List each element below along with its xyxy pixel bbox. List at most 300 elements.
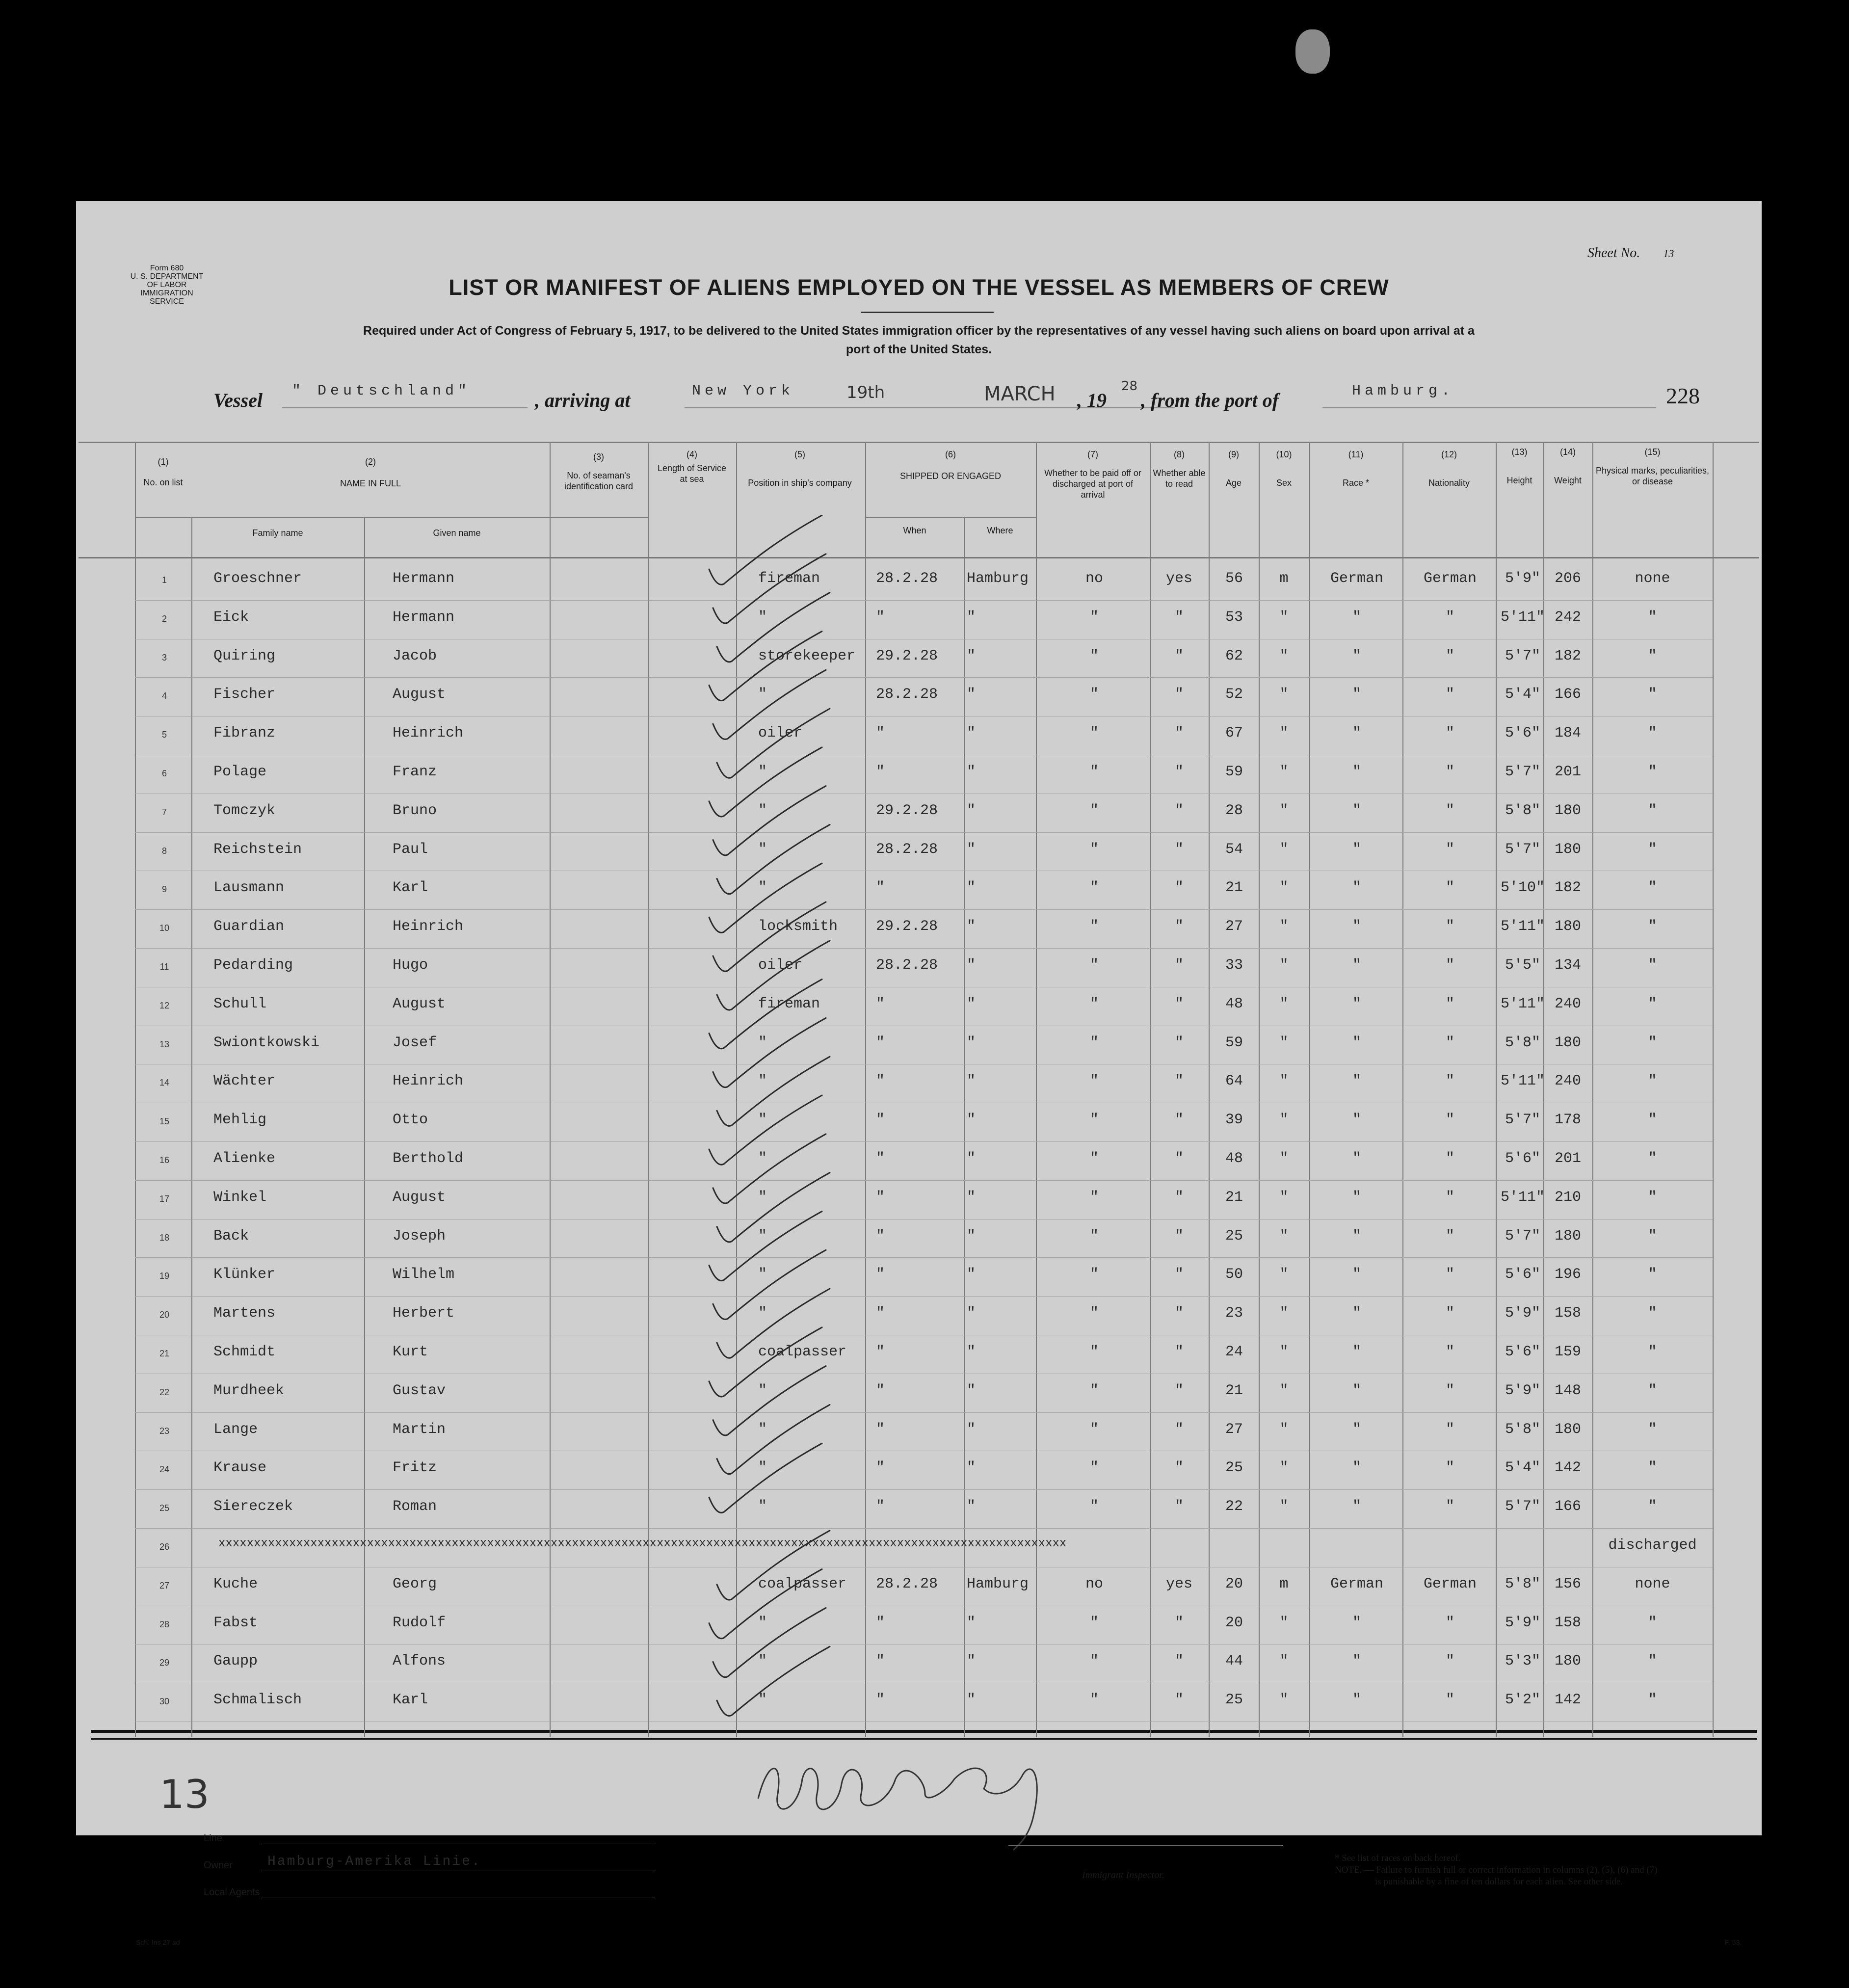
cell-marks: "	[1648, 1498, 1657, 1515]
cell-no: 10	[159, 923, 170, 933]
note-races: * See list of races on back hereof.	[1335, 1853, 1461, 1863]
cell-age: 21	[1225, 879, 1243, 897]
cell-marks: "	[1648, 1150, 1657, 1167]
cell-weight: 148	[1554, 1382, 1581, 1399]
cell-position: "	[758, 1498, 767, 1515]
cell-position: "	[758, 1266, 767, 1283]
cell-race: "	[1352, 1344, 1361, 1360]
cell-paid: "	[1089, 686, 1099, 703]
cell-marks: "	[1648, 609, 1657, 626]
cell-given: Joseph	[393, 1227, 446, 1245]
cell-height: 5'11"	[1500, 918, 1545, 935]
cell-no: 27	[159, 1580, 170, 1590]
agents-label: Local Agents	[204, 1887, 260, 1898]
col-14-header: (14) Weight	[1554, 447, 1582, 485]
cell-nat: "	[1445, 1227, 1454, 1245]
subtitle-line-2: port of the United States.	[845, 343, 992, 356]
cell-when: "	[876, 1305, 885, 1322]
cell-where: "	[967, 1150, 976, 1167]
cell-read: "	[1174, 725, 1184, 742]
cell-when: 29.2.28	[876, 802, 938, 819]
cell-nat: "	[1445, 1305, 1454, 1322]
printer-code: Sch. Ins 27 ad	[136, 1938, 180, 1946]
col-6a-header: When	[903, 526, 926, 535]
from-label: , from the port of	[1141, 389, 1279, 411]
cell-position: "	[758, 1459, 767, 1477]
cell-read: "	[1174, 1227, 1184, 1245]
check-mark	[717, 593, 830, 662]
cell-sex: m	[1279, 1575, 1289, 1592]
check-mark	[713, 1366, 826, 1435]
cell-when: "	[876, 609, 885, 626]
cell-age: 67	[1225, 725, 1243, 742]
cell-where: "	[967, 1498, 976, 1515]
cell-height: 5'6"	[1505, 1344, 1540, 1360]
check-mark	[713, 554, 826, 623]
cell-no: 11	[159, 962, 169, 972]
cell-height: 5'6"	[1505, 725, 1540, 742]
cell-nat: "	[1445, 1189, 1454, 1206]
cell-weight: 142	[1554, 1692, 1581, 1709]
cell-weight: 159	[1554, 1344, 1581, 1360]
cell-paid: "	[1089, 1266, 1099, 1283]
cell-no: 13	[159, 1039, 170, 1049]
cell-sex: "	[1279, 879, 1289, 897]
check-mark	[717, 709, 830, 778]
cell-given: Jacob	[393, 647, 437, 664]
cell-family: Fibranz	[213, 725, 276, 742]
cell-weight: 242	[1554, 609, 1581, 626]
cell-read: "	[1174, 764, 1184, 780]
cell-marks: "	[1648, 725, 1657, 742]
cell-race: "	[1352, 609, 1361, 626]
cell-nat: "	[1445, 1382, 1454, 1399]
check-mark	[713, 1608, 826, 1677]
cell-nat: "	[1445, 918, 1454, 935]
check-mark	[709, 515, 822, 584]
cell-position: oiler	[758, 725, 803, 742]
check-mark	[717, 1057, 830, 1126]
cell-where: "	[967, 1266, 976, 1283]
cell-nat: "	[1445, 609, 1454, 626]
col-2a-header: Family name	[252, 528, 303, 538]
cell-paid: "	[1089, 957, 1099, 974]
cell-paid: "	[1089, 1112, 1099, 1129]
cell-paid: "	[1089, 647, 1099, 664]
vessel-label: Vessel	[213, 389, 263, 411]
sheet-label: Sheet No.	[1587, 245, 1640, 261]
cell-read: yes	[1165, 570, 1192, 587]
cell-age: 25	[1225, 1227, 1243, 1245]
cell-height: 5'10"	[1500, 879, 1545, 897]
from-port: Hamburg.	[1352, 383, 1454, 399]
cell-age: 39	[1225, 1112, 1243, 1129]
cell-marks: "	[1648, 1266, 1657, 1283]
cell-given: Roman	[393, 1498, 437, 1515]
col-1-header: (1) No. on list	[143, 457, 183, 487]
cell-sex: "	[1279, 725, 1289, 742]
cell-no: 30	[159, 1696, 170, 1707]
cell-no: 1	[161, 575, 167, 585]
cell-age: 56	[1225, 570, 1243, 587]
line-row	[204, 1833, 1136, 1844]
owner-value: Hamburg-Amerika Linie.	[267, 1854, 481, 1869]
cell-family: Mehlig	[213, 1112, 267, 1129]
cell-race: "	[1352, 1034, 1361, 1051]
check-mark	[709, 1095, 822, 1165]
cell-read: "	[1174, 686, 1184, 703]
cell-height: 5'7"	[1505, 1112, 1540, 1129]
cell-marks: "	[1648, 879, 1657, 897]
cell-sex: "	[1279, 609, 1289, 626]
cell-nat: "	[1445, 686, 1454, 703]
cell-weight: 158	[1554, 1614, 1581, 1631]
year-prefix: , 19	[1077, 389, 1107, 411]
cell-height: 5'7"	[1505, 1227, 1540, 1245]
cell-given: Georg	[393, 1575, 437, 1592]
col-12-header: (12) Nationality	[1428, 450, 1470, 488]
check-mark	[713, 670, 826, 739]
cell-race: "	[1352, 1189, 1361, 1206]
cell-given: Karl	[393, 879, 428, 897]
cell-position: "	[758, 1653, 767, 1670]
cell-given: Heinrich	[393, 1073, 464, 1090]
cell-nat: "	[1445, 1692, 1454, 1709]
cell-given: Josef	[393, 1034, 437, 1051]
cell-read: "	[1174, 1498, 1184, 1515]
cell-position: "	[758, 1692, 767, 1709]
cell-family: Schull	[213, 995, 267, 1012]
cell-when: 28.2.28	[876, 841, 938, 858]
cell-given: August	[393, 1189, 446, 1206]
form-number: Form 680	[150, 264, 184, 272]
col-2b-header: Given name	[433, 528, 481, 538]
cell-nat: "	[1445, 1421, 1454, 1438]
cell-given: Hermann	[393, 609, 455, 626]
cell-sex: m	[1279, 570, 1289, 587]
cell-sex: "	[1279, 764, 1289, 780]
cell-nat: "	[1445, 1034, 1454, 1051]
check-mark	[713, 1018, 826, 1087]
cell-when: "	[876, 1459, 885, 1477]
cell-race: "	[1352, 686, 1361, 703]
cell-when: "	[876, 1692, 885, 1709]
cell-nat: "	[1445, 764, 1454, 780]
cell-age: 44	[1225, 1653, 1243, 1670]
cell-family: Fabst	[213, 1614, 258, 1631]
cell-where: "	[967, 609, 976, 626]
cell-race: "	[1352, 879, 1361, 897]
cell-race: "	[1352, 1073, 1361, 1090]
cell-paid: "	[1089, 1498, 1099, 1515]
cell-marks: "	[1648, 1692, 1657, 1709]
cell-sex: "	[1279, 1653, 1289, 1670]
cell-no: 6	[161, 769, 167, 778]
vessel-name: " Deutschland"	[292, 383, 471, 399]
cell-age: 59	[1225, 764, 1243, 780]
cell-read: "	[1174, 1653, 1184, 1670]
cell-family: Fischer	[213, 686, 276, 703]
cell-read: "	[1174, 1189, 1184, 1206]
cell-height: 5'3"	[1505, 1653, 1540, 1670]
cell-where: "	[967, 1421, 976, 1438]
cell-age: 50	[1225, 1266, 1243, 1283]
cell-no: 8	[161, 846, 167, 856]
cell-weight: 180	[1554, 918, 1581, 935]
cell-marks: none	[1635, 1575, 1670, 1592]
cell-height: 5'8"	[1505, 1034, 1540, 1051]
cell-age: 21	[1225, 1189, 1243, 1206]
cell-race: "	[1352, 1692, 1361, 1709]
cell-age: 22	[1225, 1498, 1243, 1515]
cell-when: 28.2.28	[876, 1575, 938, 1592]
cell-sex: "	[1279, 647, 1289, 664]
cell-sex: "	[1279, 1034, 1289, 1051]
cell-sex: "	[1279, 1189, 1289, 1206]
cell-marks: "	[1648, 1653, 1657, 1670]
cell-given: Herbert	[393, 1305, 455, 1322]
cell-given: Wilhelm	[393, 1266, 455, 1283]
cell-paid: "	[1089, 1073, 1099, 1090]
cell-where: "	[967, 1305, 976, 1322]
cell-where: "	[967, 802, 976, 819]
col-6-header: (6) SHIPPED OR ENGAGED	[899, 450, 1002, 481]
cell-nat: "	[1445, 995, 1454, 1012]
cell-weight: 206	[1554, 570, 1581, 587]
cell-race: "	[1352, 1227, 1361, 1245]
cell-position: oiler	[758, 957, 803, 974]
cell-sex: "	[1279, 802, 1289, 819]
col-6b-header: Where	[987, 526, 1013, 535]
cell-where: "	[967, 764, 976, 780]
cell-paid: "	[1089, 1150, 1099, 1167]
cell-position: fireman	[758, 995, 820, 1012]
cell-paid: no	[1085, 1575, 1103, 1592]
cell-marks: "	[1648, 1073, 1657, 1090]
cell-age: 23	[1225, 1305, 1243, 1322]
cell-age: 25	[1225, 1459, 1243, 1477]
cell-when: "	[876, 1653, 885, 1670]
cell-age: 27	[1225, 918, 1243, 935]
cell-nat: "	[1445, 879, 1454, 897]
cell-sex: "	[1279, 957, 1289, 974]
cell-when: "	[876, 1266, 885, 1283]
cell-race: "	[1352, 1498, 1361, 1515]
cell-weight: 210	[1554, 1189, 1581, 1206]
service: IMMIGRATION SERVICE	[140, 289, 193, 306]
cell-when: 28.2.28	[876, 957, 938, 974]
cell-when: "	[876, 1344, 885, 1360]
cell-weight: 180	[1554, 841, 1581, 858]
cell-nat: "	[1445, 1459, 1454, 1477]
col-7-header: (7) Whether to be paid off or discharged at port of arrival	[1044, 450, 1141, 500]
cell-when: 28.2.28	[876, 686, 938, 703]
year-suffix: 28	[1121, 379, 1138, 394]
cell-family: Martens	[213, 1305, 276, 1322]
cell-weight: 180	[1554, 802, 1581, 819]
cell-read: "	[1174, 1112, 1184, 1129]
cell-no: 20	[159, 1310, 170, 1320]
owner-label: Owner	[204, 1860, 233, 1871]
cell-given: Franz	[393, 764, 437, 780]
cell-position: coalpasser	[758, 1344, 847, 1360]
cell-position: coalpasser	[758, 1575, 847, 1592]
arrival-month: MARCH	[984, 383, 1056, 405]
handwritten-sheet-number: 13	[159, 1772, 210, 1817]
cell-marks: "	[1648, 1421, 1657, 1438]
department: U. S. DEPARTMENT OF LABOR	[130, 272, 204, 289]
cell-nat: "	[1445, 1498, 1454, 1515]
cell-read: "	[1174, 1305, 1184, 1322]
cell-nat: "	[1445, 1614, 1454, 1631]
cell-family: Quiring	[213, 647, 276, 664]
cell-when: "	[876, 1112, 885, 1129]
cell-family: Groeschner	[213, 570, 302, 587]
cell-family: Schmidt	[213, 1344, 276, 1360]
cell-paid: "	[1089, 1459, 1099, 1477]
cell-age: 21	[1225, 1382, 1243, 1399]
cell-position: "	[758, 879, 767, 897]
cell-read: "	[1174, 1034, 1184, 1051]
cell-nat: "	[1445, 1073, 1454, 1090]
cell-given: Alfons	[393, 1653, 446, 1670]
cell-no: 19	[159, 1271, 170, 1281]
cell-when: "	[876, 1073, 885, 1090]
cell-age: 48	[1225, 995, 1243, 1012]
col-3-header: (3) No. of seaman's identification card	[564, 452, 634, 491]
cell-family: Alienke	[213, 1150, 276, 1167]
cell-position: "	[758, 1112, 767, 1129]
cell-height: 5'9"	[1505, 1614, 1540, 1631]
cell-marks: "	[1648, 802, 1657, 819]
cell-race: German	[1330, 570, 1384, 587]
cell-where: "	[967, 1034, 976, 1051]
cell-age: 52	[1225, 686, 1243, 703]
sheet-value: 13	[1663, 247, 1674, 260]
cell-race: "	[1352, 995, 1361, 1012]
cell-where: "	[967, 1614, 976, 1631]
cell-race: "	[1352, 1614, 1361, 1631]
cell-paid: "	[1089, 764, 1099, 780]
cell-position: "	[758, 1382, 767, 1399]
cell-sex: "	[1279, 686, 1289, 703]
cell-where: "	[967, 1459, 976, 1477]
cell-nat: "	[1445, 647, 1454, 664]
cell-paid: "	[1089, 918, 1099, 935]
cell-family: Winkel	[213, 1189, 267, 1206]
cell-marks: "	[1648, 841, 1657, 858]
subtitle	[145, 321, 1693, 359]
check-mark	[709, 631, 822, 700]
cell-sex: "	[1279, 995, 1289, 1012]
cell-read: "	[1174, 841, 1184, 858]
check-mark	[709, 1569, 822, 1639]
cell-given: Paul	[393, 841, 428, 858]
cell-marks: "	[1648, 1305, 1657, 1322]
cell-family: Krause	[213, 1459, 267, 1477]
cell-race: "	[1352, 1305, 1361, 1322]
cell-no: 5	[161, 730, 167, 740]
cell-sex: "	[1279, 1692, 1289, 1709]
cell-race: "	[1352, 918, 1361, 935]
cell-position: "	[758, 1150, 767, 1167]
check-mark	[713, 1250, 826, 1319]
check-mark	[709, 863, 822, 932]
cell-nat: "	[1445, 1653, 1454, 1670]
cell-position: "	[758, 609, 767, 626]
arriving-label: , arriving at	[535, 389, 631, 411]
cell-no: 29	[159, 1658, 170, 1668]
note-penalty: NOTE. — Failure to furnish full or correct information in columns (2), (5), (6) and (7)	[1335, 1865, 1658, 1875]
cell-sex: "	[1279, 1073, 1289, 1090]
cell-when: 28.2.28	[876, 570, 938, 587]
cell-given: Martin	[393, 1421, 446, 1438]
col-11-header: (11) Race *	[1342, 450, 1370, 488]
cell-no: 14	[159, 1078, 170, 1088]
cell-weight: 180	[1554, 1653, 1581, 1670]
cell-height: 5'11"	[1500, 1189, 1545, 1206]
cell-when: "	[876, 1034, 885, 1051]
cell-read: "	[1174, 802, 1184, 819]
cell-age: 20	[1225, 1614, 1243, 1631]
cell-no: 18	[159, 1232, 170, 1243]
cell-height: 5'7"	[1505, 764, 1540, 780]
subtitle-line-1: Required under Act of Congress of February 5, 1917, to be delivered to the United States immigration officer by the representatives of any vessel having such aliens on board upon arrival at a	[363, 324, 1475, 338]
cell-when: "	[876, 1150, 885, 1167]
cell-marks: "	[1648, 1189, 1657, 1206]
cell-position: "	[758, 1614, 767, 1631]
cell-paid: "	[1089, 995, 1099, 1012]
cell-height: 5'7"	[1505, 841, 1540, 858]
cell-height: 5'7"	[1505, 647, 1540, 664]
cell-where: "	[967, 1227, 976, 1245]
cell-age: 27	[1225, 1421, 1243, 1438]
cell-where: "	[967, 1653, 976, 1670]
cell-height: 5'11"	[1500, 609, 1545, 626]
cell-marks: "	[1648, 918, 1657, 935]
cell-no: 3	[161, 652, 167, 663]
cell-read: "	[1174, 1421, 1184, 1438]
cell-family: Siereczek	[213, 1498, 293, 1515]
cell-given: Bruno	[393, 802, 437, 819]
cell-weight: 240	[1554, 995, 1581, 1012]
cell-where: "	[967, 725, 976, 742]
cell-paid: "	[1089, 1189, 1099, 1206]
check-mark	[713, 902, 826, 971]
cell-nat: "	[1445, 957, 1454, 974]
cell-no: 25	[159, 1503, 170, 1513]
cell-no: 17	[159, 1193, 170, 1204]
cell-read: yes	[1165, 1575, 1192, 1592]
cell-marks: "	[1648, 1112, 1657, 1129]
cell-given: August	[393, 686, 446, 703]
cell-position: "	[758, 686, 767, 703]
cell-weight: 201	[1554, 764, 1581, 780]
cell-weight: 182	[1554, 647, 1581, 664]
cell-sex: "	[1279, 1459, 1289, 1477]
cell-weight: 134	[1554, 957, 1581, 974]
check-mark	[717, 1646, 830, 1716]
cell-age: 33	[1225, 957, 1243, 974]
cell-family: Eick	[213, 609, 249, 626]
col-8-header: (8) Whether able to read	[1153, 450, 1206, 489]
cell-height: 5'9"	[1505, 1382, 1540, 1399]
cell-marks: "	[1648, 1034, 1657, 1051]
cell-when: "	[876, 1227, 885, 1245]
cell-read: "	[1174, 647, 1184, 664]
inspector-label: Immigrant Inspector.	[1082, 1870, 1164, 1881]
cell-when: "	[876, 725, 885, 742]
